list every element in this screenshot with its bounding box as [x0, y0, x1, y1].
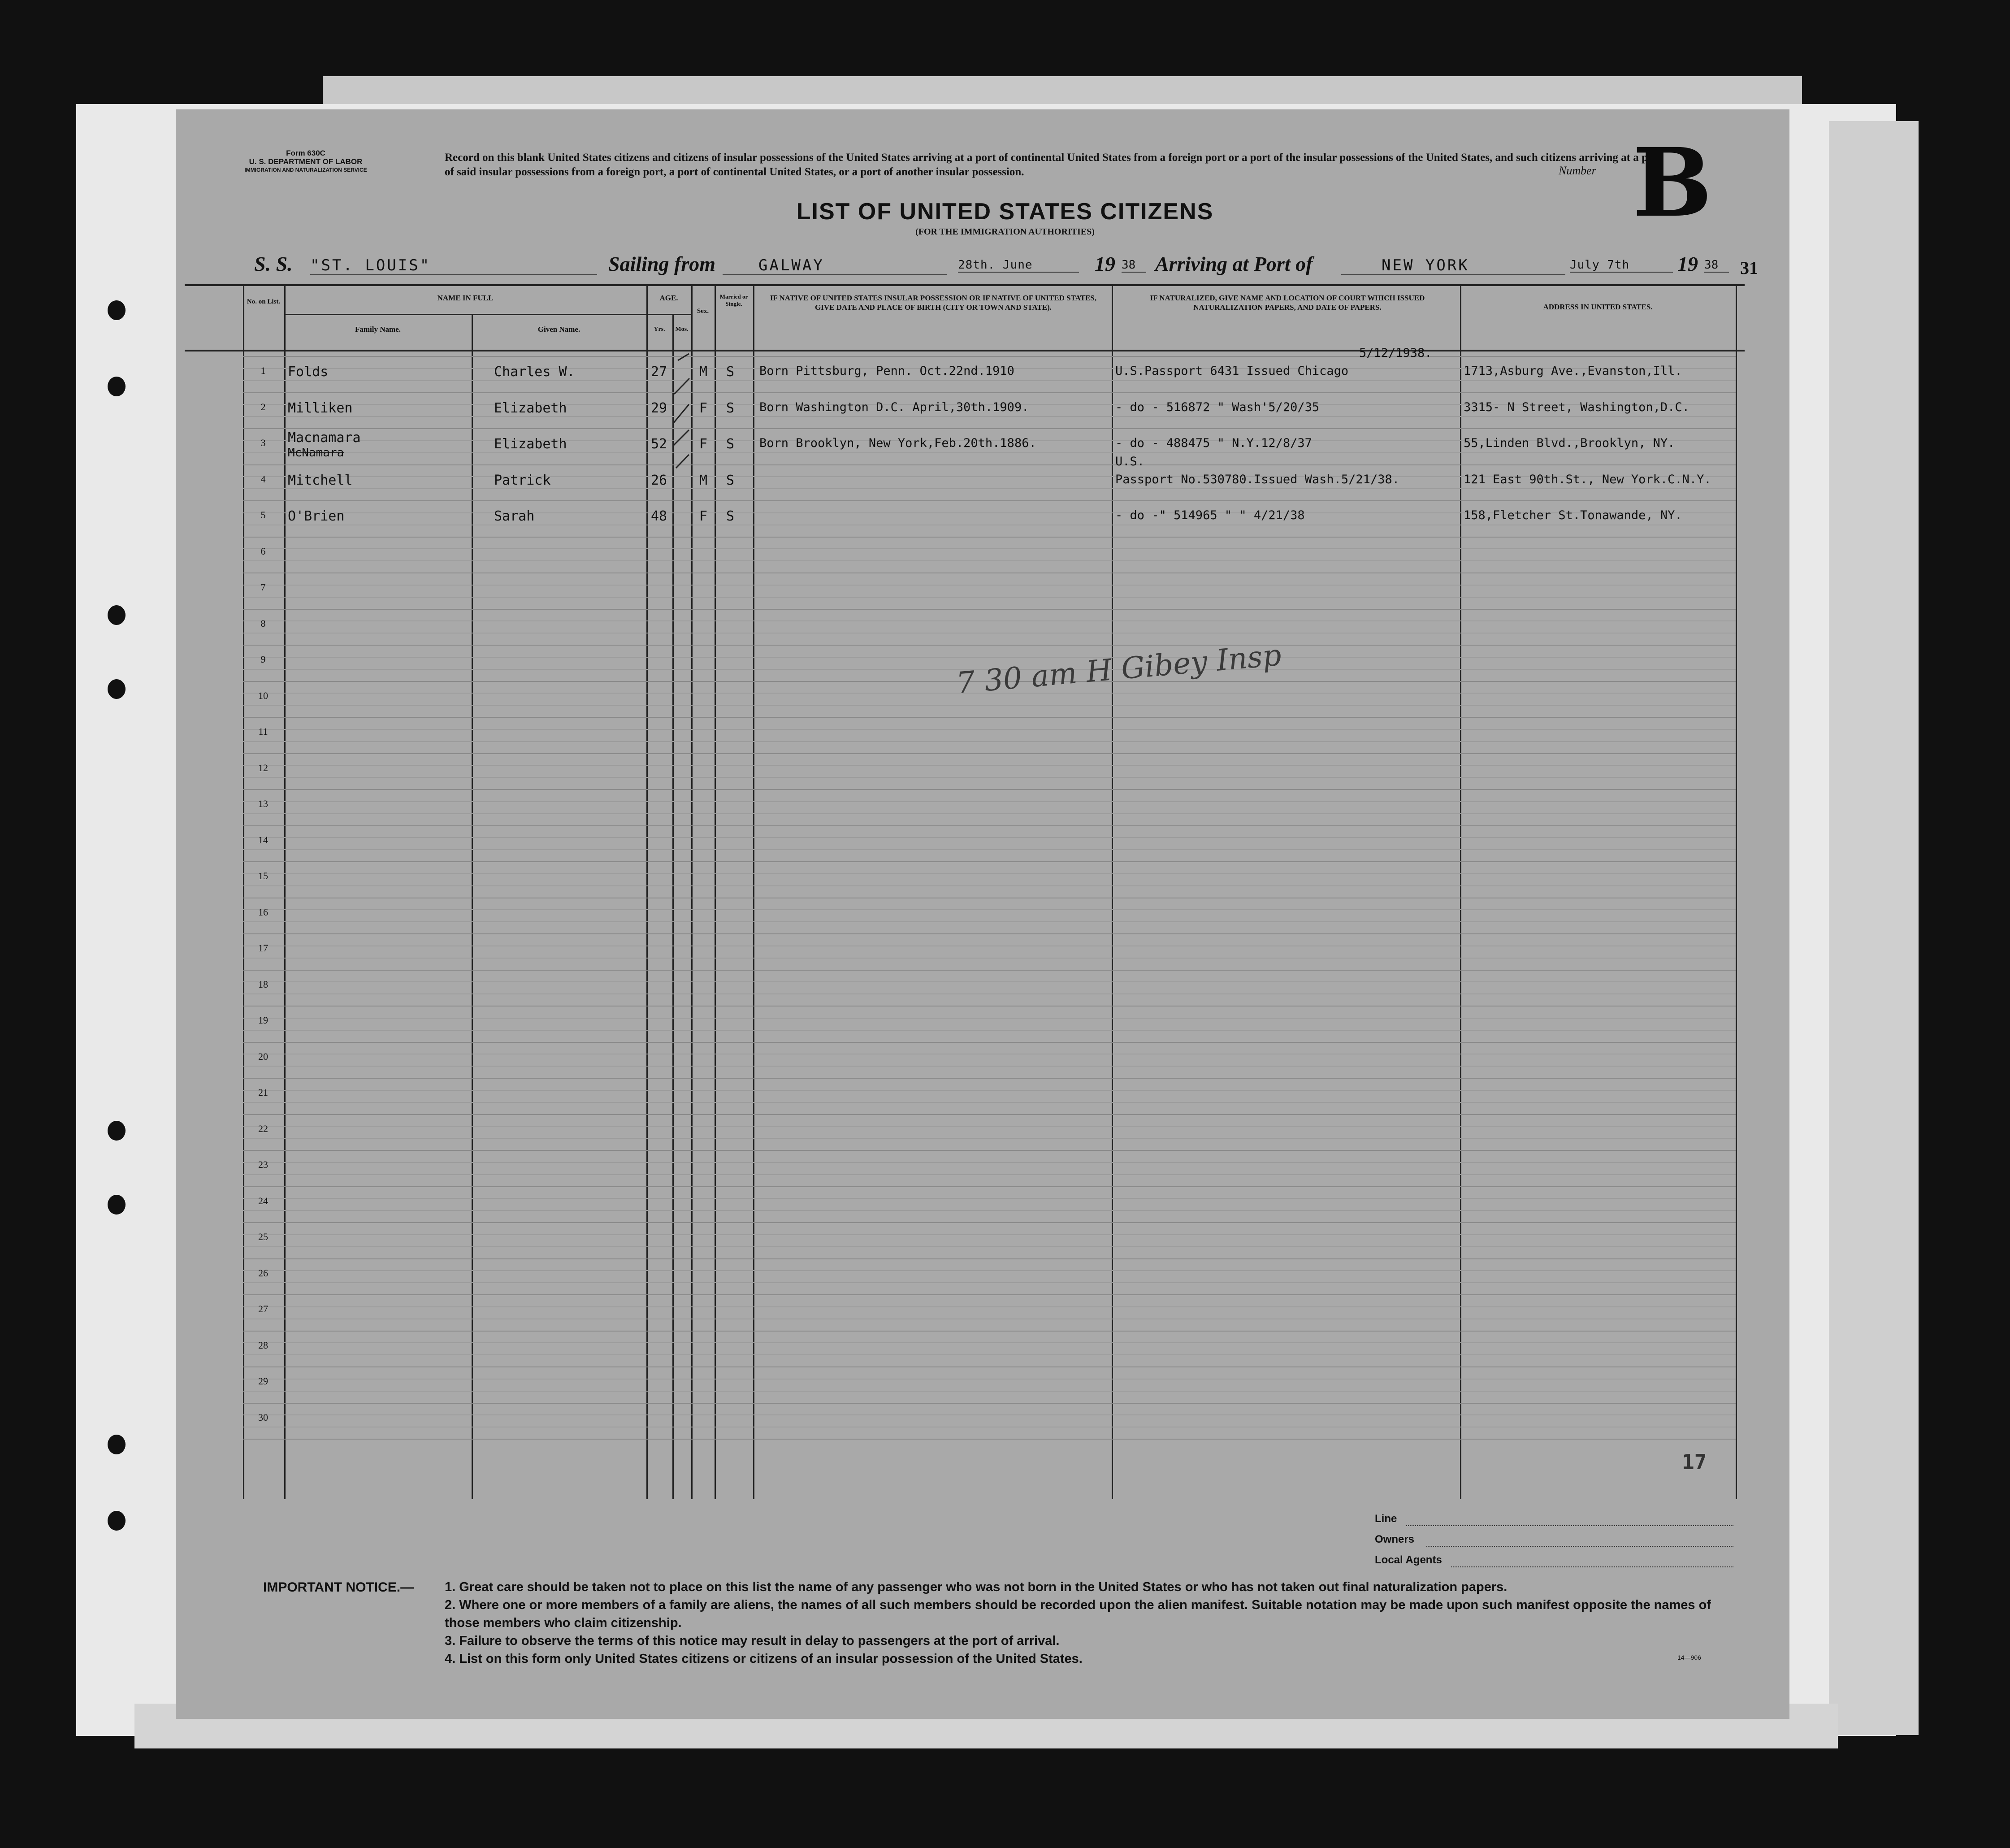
sex: F	[699, 400, 708, 416]
col-divider	[472, 315, 473, 1499]
inspector-signature: 7 30 am H Gibey Insp	[955, 638, 1283, 701]
row-number: 13	[258, 798, 268, 809]
form-identifier	[234, 149, 377, 174]
ruling-line	[243, 813, 1736, 814]
ruling-line	[243, 1403, 1736, 1404]
us-address: 3315- N Street, Washington,D.C.	[1464, 400, 1689, 414]
marital-status: S	[726, 508, 735, 524]
ruling-line	[243, 1282, 1736, 1283]
ruling-line	[243, 585, 1736, 586]
col-header-mos: Mos.	[675, 326, 689, 333]
row-number: 30	[258, 1411, 268, 1423]
table-top-rule	[185, 284, 1745, 286]
row-number: 12	[258, 762, 268, 773]
age-tick-marks	[646, 351, 696, 499]
line-field	[1406, 1525, 1733, 1526]
ruling-line	[243, 970, 1736, 971]
ruling-line	[243, 1102, 1736, 1103]
age-years: 48	[651, 508, 667, 524]
ruling-line	[243, 1391, 1736, 1392]
ruling-line	[243, 958, 1736, 959]
sailing-year: 38	[1122, 258, 1146, 273]
notice-1: 1. Great care should be taken not to place on this list the name of any passenger who was not born in the United States or who has not taken out final naturalization papers.	[445, 1580, 1508, 1594]
sailing-year-prefix: 19	[1095, 252, 1115, 275]
form-code: 14—906	[1677, 1654, 1701, 1661]
ruling-line	[243, 1090, 1736, 1091]
birth-info: Born Washington D.C. April,30th.1909.	[759, 400, 1029, 414]
notice-heading: IMPORTANT NOTICE.—	[263, 1580, 414, 1595]
ruling-line	[243, 1234, 1736, 1235]
ruling-line	[243, 1366, 1736, 1367]
sailing-port: GALWAY	[723, 256, 947, 275]
row-number: 18	[258, 978, 268, 990]
given-name: Charles W.	[494, 364, 575, 380]
number-label: Number	[1559, 164, 1596, 177]
family-name: O'Brien	[288, 508, 345, 524]
ruling-line	[243, 705, 1736, 706]
naturalization-papers: - do -" 514965 " " 4/21/38	[1115, 508, 1305, 522]
service-name: IMMIGRATION AND NATURALIZATION SERVICE	[244, 167, 367, 173]
col-divider	[1112, 284, 1113, 1499]
col-divider	[753, 284, 754, 1499]
name-age-subrule	[284, 314, 691, 315]
form-number: Form 630C	[286, 149, 325, 157]
col-header-family: Family Name.	[355, 325, 401, 334]
row-number: 7	[260, 581, 266, 593]
sailing-label: Sailing from	[608, 252, 716, 275]
ruling-line	[243, 380, 1736, 381]
row-number: 17	[258, 942, 268, 954]
ruling-line	[243, 885, 1736, 886]
ruling-line	[243, 801, 1736, 802]
ruling-line	[243, 620, 1736, 621]
ruling-line	[243, 1270, 1736, 1271]
col-header-yrs: Yrs.	[654, 326, 665, 333]
ruling-line	[243, 1414, 1736, 1415]
row-number: 6	[260, 545, 266, 557]
arrival-date: July 7th	[1570, 258, 1673, 273]
row-number: 5	[260, 509, 266, 521]
row-number: 24	[258, 1195, 268, 1206]
ruling-line	[243, 1354, 1736, 1355]
marital-status: S	[726, 400, 735, 416]
ruling-line	[243, 1042, 1736, 1043]
row-number: 1	[260, 365, 266, 376]
ruling-line	[243, 1150, 1736, 1151]
ruling-line	[243, 933, 1736, 934]
ruling-line	[243, 861, 1736, 862]
notice-4: 4. List on this form only United States citizens or citizens of an insular possession of the United States.	[445, 1652, 1083, 1666]
naturalization-date-note: U.S.	[1115, 454, 1145, 469]
ruling-line	[243, 1258, 1736, 1259]
naturalization-papers: - do - 488475 " N.Y.12/8/37	[1115, 436, 1312, 450]
col-divider	[243, 284, 244, 1499]
family-name: Milliken	[288, 400, 353, 416]
ruling-line	[243, 392, 1736, 393]
ruling-line	[243, 452, 1736, 453]
ruling-line	[243, 548, 1736, 549]
ruling-line	[243, 873, 1736, 874]
row-number: 9	[260, 654, 266, 665]
row-number: 14	[258, 834, 268, 846]
ruling-line	[243, 1331, 1736, 1332]
ruling-line	[243, 1138, 1736, 1139]
naturalization-papers: - do - 516872 " Wash'5/20/35	[1115, 400, 1320, 414]
col-divider	[1460, 284, 1461, 1499]
ruling-line	[243, 789, 1736, 790]
col-header-age: AGE.	[659, 294, 678, 302]
row-number: 21	[258, 1087, 268, 1098]
col-header-address: ADDRESS IN UNITED STATES.	[1543, 303, 1653, 311]
arrival-year: 38	[1704, 258, 1729, 273]
marital-status: S	[726, 472, 735, 488]
sex: M	[699, 472, 708, 488]
ruling-line	[243, 825, 1736, 826]
stacked-pages-edge	[1829, 121, 1919, 1735]
ss-label: S. S.	[254, 252, 293, 275]
ruling-line	[243, 1078, 1736, 1079]
notice-2: 2. Where one or more members of a family are aliens, the names of all such members should be recorded upon the alien manifest. Suitable notation may be made upon such manifest opposite the names of those members who claim citizenship.	[445, 1598, 1711, 1630]
ruling-line	[243, 1066, 1736, 1067]
row-number: 29	[258, 1375, 268, 1387]
row-number: 26	[258, 1267, 268, 1279]
ruling-line	[243, 837, 1736, 838]
owners-label: Owners	[1375, 1533, 1415, 1545]
ruling-line	[243, 909, 1736, 910]
age-years: 26	[651, 472, 667, 488]
ruling-line	[243, 464, 1736, 465]
binder-hole	[108, 1435, 126, 1454]
ruling-line	[243, 1126, 1736, 1127]
ruling-line	[243, 1342, 1736, 1343]
row-number: 8	[260, 617, 266, 629]
ruling-line	[243, 1198, 1736, 1199]
us-address: 55,Linden Blvd.,Brooklyn, NY.	[1464, 436, 1675, 450]
birth-info: Born Brooklyn, New York,Feb.20th.1886.	[759, 436, 1036, 450]
ruling-line	[243, 765, 1736, 766]
ruling-line	[243, 356, 1736, 357]
family-name: Folds	[288, 364, 329, 380]
binder-hole	[108, 605, 126, 625]
row-number: 28	[258, 1339, 268, 1351]
ruling-line	[243, 1162, 1736, 1163]
ruling-line	[243, 777, 1736, 778]
ruling-line	[243, 597, 1736, 598]
col-header-name: NAME IN FULL	[437, 294, 494, 302]
line-label: Line	[1375, 1513, 1397, 1525]
ruling-line	[243, 1210, 1736, 1211]
age-years: 27	[651, 364, 667, 380]
ruling-line	[243, 537, 1736, 538]
ruling-line	[243, 741, 1736, 742]
ruling-line	[243, 1186, 1736, 1187]
sex: F	[699, 508, 708, 524]
marital-status: S	[726, 436, 735, 452]
given-name: Patrick	[494, 472, 551, 488]
ruling-line	[243, 921, 1736, 922]
form-instructions: Record on this blank United States citizens and citizens of insular possessions of the United States arriving at a port of continental United States from a foreign port or a port of the insular possessions of the United States, and such citizens arriving at a port of said insular possessions from a foreign port, a port of continental United States, or a port of another insular possession.	[445, 152, 1662, 178]
ship-name: "ST. LOUIS"	[310, 256, 597, 275]
col-header-birth: IF NATIVE OF UNITED STATES INSULAR POSSESSION OR IF NATIVE OF UNITED STATES, GIVE DATE AND PLACE OF BIRTH (CITY OR TOWN AND STATE).	[770, 294, 1097, 312]
row-number: 25	[258, 1231, 268, 1242]
ruling-line	[243, 416, 1736, 417]
us-address: 121 East 90th.St., New York.C.N.Y.	[1464, 472, 1711, 486]
marital-status: S	[726, 364, 735, 380]
row-number: 22	[258, 1123, 268, 1134]
agents-label: Local Agents	[1375, 1554, 1442, 1566]
ruling-line	[243, 849, 1736, 850]
ruling-line	[243, 488, 1736, 489]
binder-hole	[108, 377, 126, 396]
page-title: LIST OF UNITED STATES CITIZENS	[796, 199, 1214, 225]
ruling-line	[243, 1246, 1736, 1247]
row-number: 19	[258, 1015, 268, 1026]
age-years: 29	[651, 400, 667, 416]
row-number: 23	[258, 1159, 268, 1170]
naturalization-papers: Passport No.530780.Issued Wash.5/21/38.	[1115, 472, 1399, 486]
page-subtitle: (FOR THE IMMIGRATION AUTHORITIES)	[915, 227, 1095, 237]
struck-family-name: McNamara	[288, 446, 344, 460]
family-name: Mitchell	[288, 472, 353, 488]
row-number: 10	[258, 690, 268, 701]
arrival-year-prefix: 19	[1677, 252, 1698, 275]
row-number: 2	[260, 401, 266, 412]
birth-info: Born Pittsburg, Penn. Oct.22nd.1910	[759, 364, 1014, 378]
us-address: 158,Fletcher St.Tonawande, NY.	[1464, 508, 1682, 522]
passenger-table	[185, 284, 1745, 1499]
col-divider	[1736, 284, 1737, 1499]
ruling-line	[243, 500, 1736, 501]
ruling-line	[243, 609, 1736, 610]
binder-hole	[108, 1511, 126, 1531]
binder-hole	[108, 679, 126, 699]
given-name: Elizabeth	[494, 436, 567, 452]
binder-hole	[108, 1195, 126, 1215]
col-header-sex: Sex.	[697, 308, 709, 315]
given-name: Elizabeth	[494, 400, 567, 416]
ruling-line	[243, 1114, 1736, 1115]
ruling-line	[243, 428, 1736, 429]
ruling-line	[243, 1306, 1736, 1307]
binder-hole	[108, 300, 126, 320]
col-divider	[715, 284, 716, 1499]
given-name: Sarah	[494, 508, 535, 524]
ruling-line	[243, 1018, 1736, 1019]
ruling-line	[243, 729, 1736, 730]
row-number: 27	[258, 1303, 268, 1314]
row-number: 4	[260, 473, 266, 485]
ruling-line	[243, 560, 1736, 561]
col-header-married: Married or Single.	[719, 293, 748, 307]
ruling-line	[243, 657, 1736, 658]
arriving-label: Arriving at Port of	[1155, 252, 1313, 275]
row-number: 16	[258, 906, 268, 918]
sheet-letter: B	[1633, 127, 1712, 238]
ruling-line	[243, 753, 1736, 754]
col-header-given: Given Name.	[537, 325, 580, 334]
manifest-sheet	[176, 109, 1789, 1719]
age-years: 52	[651, 436, 667, 452]
ruling-line	[243, 645, 1736, 646]
row-number: 3	[260, 437, 266, 448]
arrival-port: NEW YORK	[1341, 256, 1565, 275]
ruling-line	[243, 1294, 1736, 1295]
sailing-date: 28th. June	[958, 258, 1079, 273]
ruling-line	[243, 1030, 1736, 1031]
notice-3: 3. Failure to observe the terms of this notice may result in delay to passengers at the port of arrival.	[445, 1634, 1060, 1648]
naturalization-papers: U.S.Passport 6431 Issued Chicago	[1115, 364, 1349, 378]
col-divider	[284, 284, 286, 1499]
ruling-line	[243, 1439, 1736, 1440]
header-bottom-rule	[185, 350, 1745, 351]
naturalization-date-note: 5/12/1938.	[1359, 346, 1432, 360]
sex: F	[699, 436, 708, 452]
owners-field	[1426, 1546, 1733, 1547]
ruling-line	[243, 1222, 1736, 1223]
us-address: 1713,Asburg Ave.,Evanston,Ill.	[1464, 364, 1682, 378]
row-number: 11	[258, 726, 268, 737]
row-number: 20	[258, 1050, 268, 1062]
ruling-line	[243, 1174, 1736, 1175]
page-number: 31	[1740, 258, 1758, 278]
family-name: Macnamara	[288, 430, 361, 446]
department-name: U. S. DEPARTMENT OF LABOR	[249, 157, 363, 166]
col-header-no: No. on List.	[247, 298, 281, 305]
binder-hole	[108, 1121, 126, 1141]
pencil-number: 17	[1682, 1450, 1707, 1474]
col-header-naturalized: IF NATURALIZED, GIVE NAME AND LOCATION OF COURT WHICH ISSUED NATURALIZATION PAPERS, AND DATE OF PAPERS.	[1150, 294, 1425, 312]
agents-field	[1451, 1566, 1733, 1567]
ruling-line	[243, 993, 1736, 994]
ruling-line	[243, 717, 1736, 718]
row-number: 15	[258, 870, 268, 881]
sex: M	[699, 364, 708, 380]
ruling-line	[243, 981, 1736, 982]
